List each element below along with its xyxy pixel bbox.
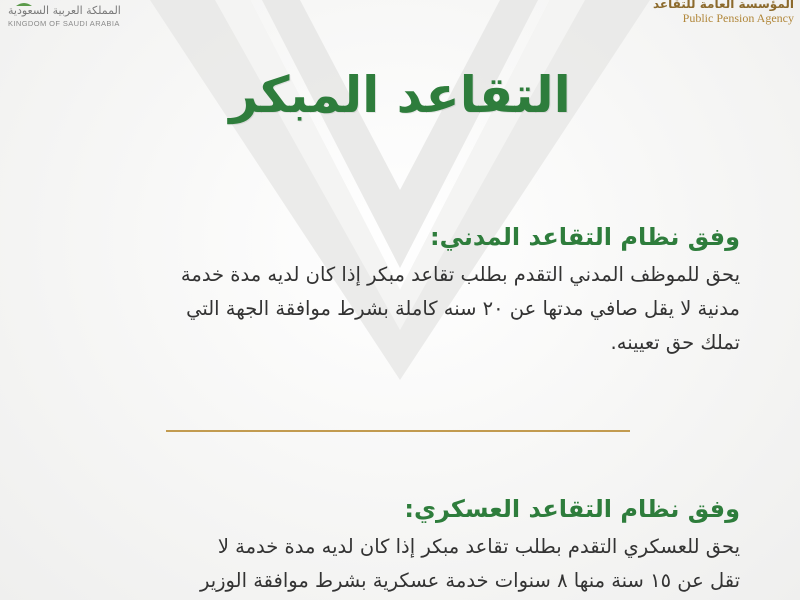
- saudi-arabia-name-arabic: المملكة العربية السعودية: [8, 4, 121, 17]
- saudi-arabia-name-english: KINGDOM OF SAUDI ARABIA: [8, 19, 120, 28]
- body-line: يحق للعسكري التقدم بطلب تقاعد مبكر إذا كان لديه مدة خدمة لا: [217, 535, 740, 558]
- pension-agency-name-english: Public Pension Agency: [682, 11, 794, 25]
- civil-retirement-heading: وفق نظام التقاعد المدني:: [430, 223, 740, 251]
- civil-retirement-section: [50, 220, 740, 360]
- pension-agency-name-arabic: المؤسسة العامة للتقاعد: [652, 0, 794, 11]
- military-retirement-body: [50, 530, 740, 598]
- military-retirement-section: [50, 492, 740, 598]
- saudi-arabia-logo: [6, 0, 156, 34]
- body-line: تقل عن ١٥ سنة منها ٨ سنوات خدمة عسكرية بشرط موافقة الوزير: [199, 569, 740, 592]
- body-line: يحق للموظف المدني التقدم بطلب تقاعد مبكر إذا كان لديه مدة خدمة: [180, 263, 740, 286]
- military-retirement-heading: وفق نظام التقاعد العسكري:: [404, 495, 740, 523]
- public-pension-agency-logo: [644, 0, 794, 30]
- page-title: التقاعد المبكر: [229, 66, 571, 124]
- body-line: مدنية لا يقل صافي مدتها عن ٢٠ سنه كاملة بشرط موافقة الجهة التي: [186, 297, 740, 320]
- civil-retirement-body: [50, 258, 740, 360]
- gold-divider: [166, 430, 630, 432]
- body-line: تملك حق تعيينه.: [610, 331, 740, 354]
